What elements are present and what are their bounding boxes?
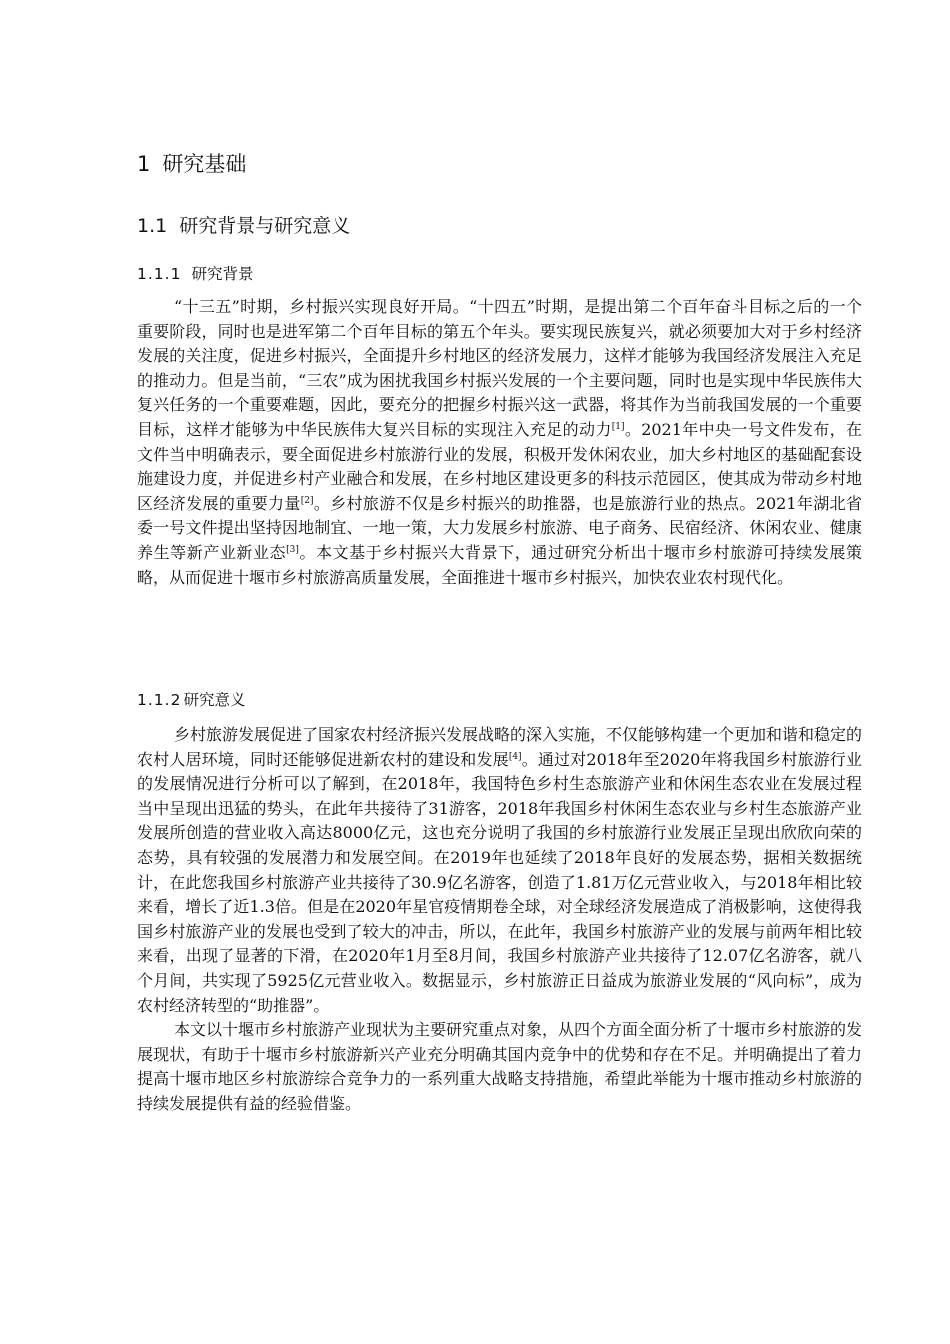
subsection-heading-background: [137, 262, 253, 286]
chapter-number: 1: [137, 152, 151, 176]
paragraph-text: 。本文基于乡村振兴大背景下，通过研究分析出十堰市乡村旅游可持续发展策略，从而促进十堰市乡村旅游高质量发展，全面推进十堰市乡村振兴，加快农业农村现代化。: [137, 542, 862, 587]
chapter-heading: [137, 150, 246, 178]
paragraph-text: “十三五”时期，乡村振兴实现良好开局。“十四五”时期，是提出第二个百年奋斗目标之后的一个重要阶段，同时也是进军第二个百年目标的第五个年头。要实现民族复兴，就必须要加大对于乡村经济发展的关注度，促进乡村振兴，全面提升乡村地区的经济发展力，这样才能够为我国经济发展注入充足的推动力。但是当前，“三农”成为困扰我国乡村振兴发展的一个主要问题，同时也是实现中华民族伟大复兴任务的一个重要难题，因此，要充分的把握乡村振兴这一武器，将其作为当前我国发展的一个重要目标，这样才能够为中华民族伟大复兴目标的实现注入充足的动力: [137, 297, 862, 439]
background-body: [137, 295, 862, 590]
significance-paragraph-2: 本文以十堰市乡村旅游产业现状为主要研究重点对象，从四个方面全面分析了十堰市乡村旅游的发展现状，有助于十堰市乡村旅游新兴产业充分明确其国内竞争中的优势和存在不足。并明确提出了着力提高十堰市地区乡村旅游综合竞争力的一系列重大战略支持措施，希望此举能为十堰市推动乡村旅游的持续发展提供有益的经验借鉴。: [137, 1020, 863, 1113]
citation-3: [3]: [286, 544, 299, 555]
subsection-heading-significance: [137, 688, 245, 712]
chapter-title: 研究基础: [162, 152, 247, 176]
section-heading: [137, 212, 350, 240]
citation-2: [2]: [300, 495, 314, 506]
paragraph-text: 。2021年中央一号文件发布，在文件当中明确表示，要全面促进乡村旅游行业的发展，积极开发休闲农业，加大乡村地区的基础配套设施建设力度，并促进乡村产业融合和发展，在乡村地区建设更多的科技示范园区，使其成为带动乡村地区经济发展的重要力量: [137, 419, 862, 513]
paragraph-text: 。通过对2018年至2020年将我国乡村旅游行业的发展情况进行分析可以了解到，在2018年，我国特色乡村生态旅游产业和休闲生态农业在发展过程当中呈现出迅猛的势头，在此年共接待了31游客，2018年我国乡村休闲生态农业与乡村生态旅游产业发展所创造的营业收入高达8000亿元，这也充分说明了我国的乡村旅游行业发展正呈现出欣欣向荣的态势，具有较强的发展潜力和发展空间。在2019年也延续了2018年良好的发展态势，据相关数据统计，在此您我国乡村旅游产业共接待了30.9亿名游客，创造了1.81万亿元营业收入，与2018年相比较来看，增长了近1.3倍。但是在2020年星官疫情期卷全球，对全球经济发展造成了消极影响，这使得我国乡村旅游产业的发展也受到了较大的冲击，所以，在此年，我国乡村旅游产业的发展与前两年相比较来看，出现了显著的下滑，在2020年1月至8月间，我国乡村旅游产业共接待了12.07亿名游客，就八个月间，共实现了5925亿元营业收入。数据显示，乡村旅游正日益成为旅游业发展的“风向标”，成为农村经济转型的“助推器”。: [137, 749, 862, 1015]
subsection-title: 研究背景: [191, 265, 254, 283]
paragraph-text: 。乡村旅游不仅是乡村振兴的助推器，也是旅游行业的热点。2021年湖北省委一号文件提出坚持因地制宜、一地一策，大力发展乡村旅游、电子商务、民宿经济、休闲农业、健康养生等新产业新业态: [137, 493, 862, 562]
significance-paragraph-1: [137, 723, 862, 1018]
citation-4: [4]: [508, 751, 522, 762]
section-title: 研究背景与研究意义: [179, 215, 351, 237]
citation-1: [1]: [611, 421, 625, 432]
section-number: 1.1: [137, 215, 168, 237]
paragraph-text: 乡村旅游发展促进了国家农村经济振兴发展战略的深入实施，不仅能够构建一个更加和谐和稳定的农村人居环境，同时还能够促进新农村的建设和发展: [137, 725, 863, 769]
significance-body: [137, 723, 862, 1117]
subsection-number: 1.1.2: [137, 691, 182, 709]
subsection-number: 1.1.1: [137, 265, 182, 283]
background-paragraph: [137, 295, 862, 590]
subsection-title: 研究意义: [183, 691, 246, 709]
